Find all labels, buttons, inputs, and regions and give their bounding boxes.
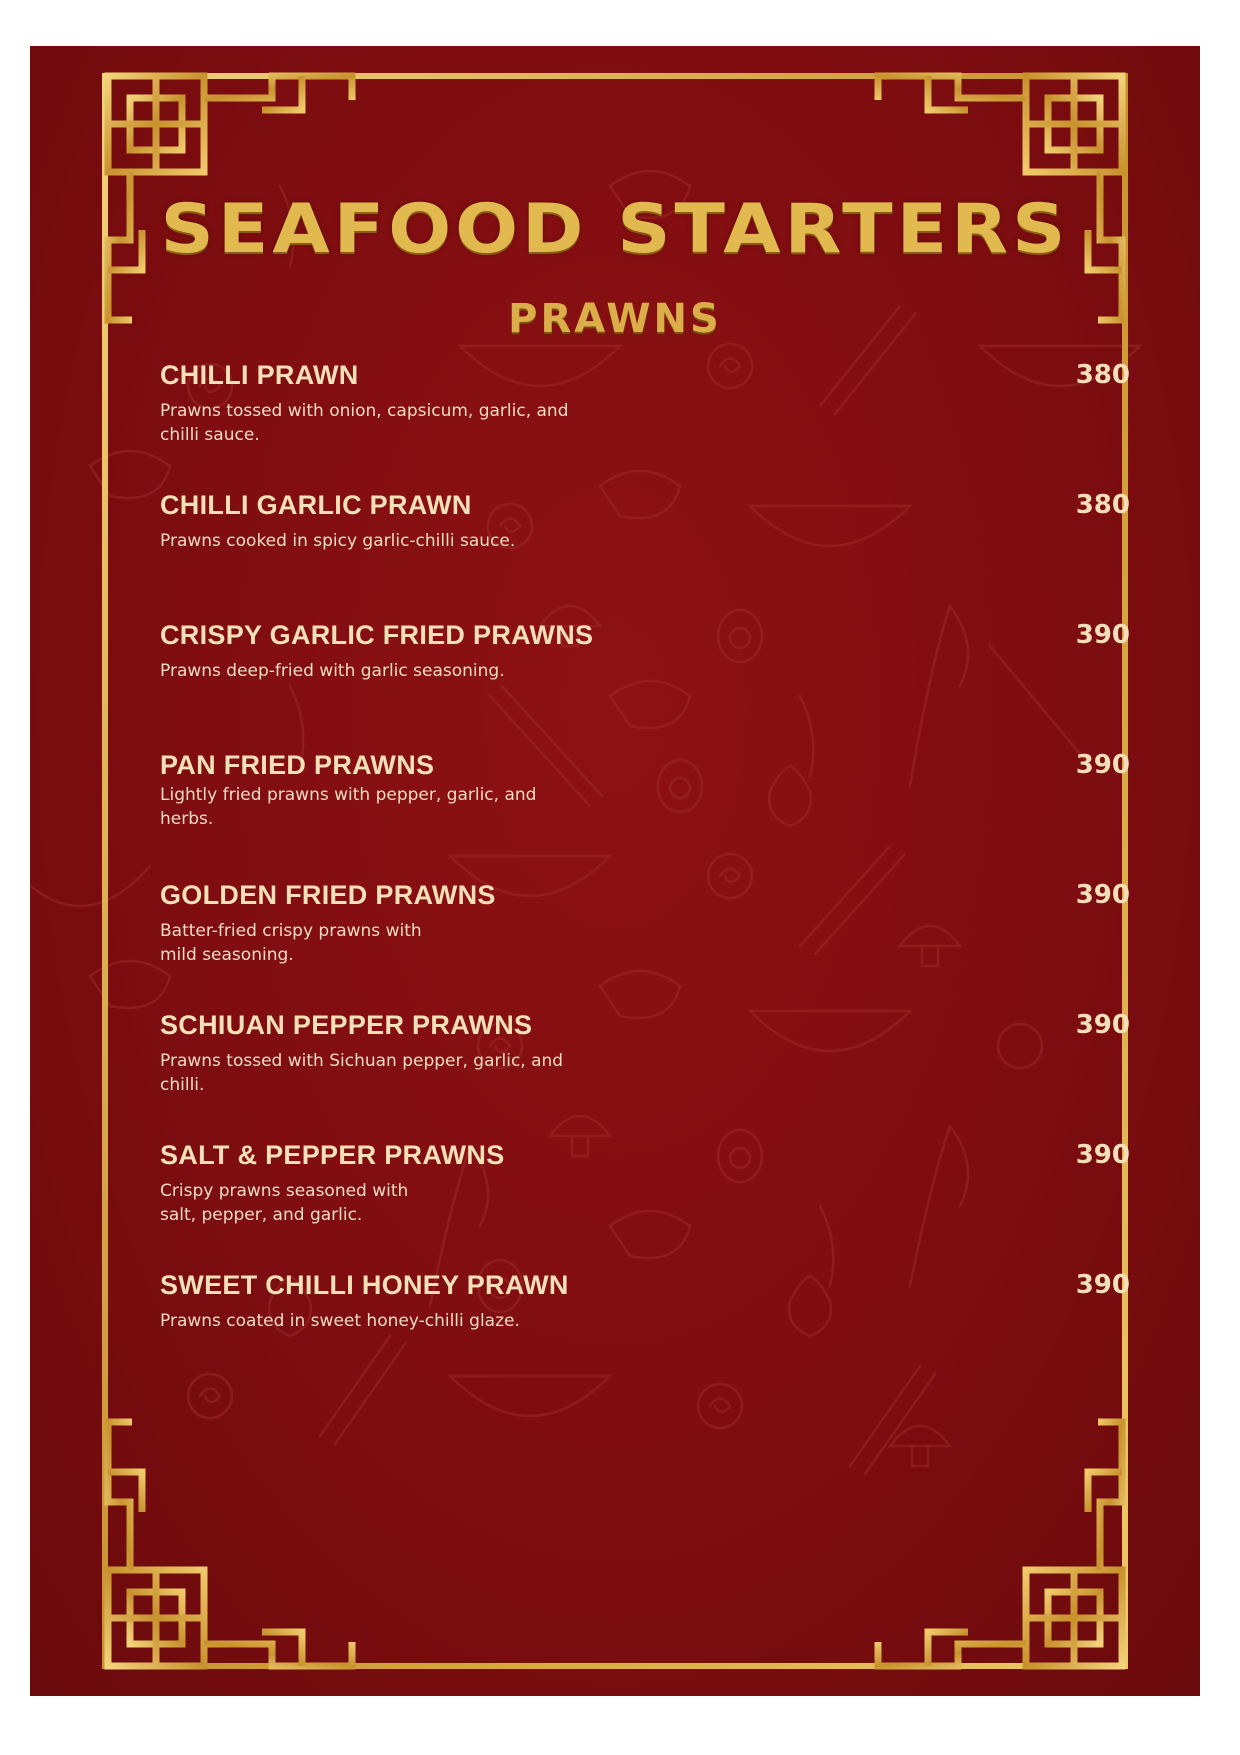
corner-ornament-bottom-left	[108, 1422, 352, 1666]
corner-ornament-bottom-right	[878, 1422, 1122, 1666]
item-price: 390	[1075, 1140, 1130, 1170]
item-name: CHILLI GARLIC PRAWN	[160, 490, 472, 520]
gold-frame	[30, 46, 1200, 1696]
menu-item	[160, 620, 1130, 683]
item-price: 380	[1075, 360, 1130, 390]
item-description: Prawns coated in sweet honey-chilli glaze.	[160, 1311, 520, 1331]
item-price: 390	[1075, 1270, 1130, 1300]
item-description: Prawns cooked in spicy garlic-chilli sauce.	[160, 531, 516, 551]
item-description: Batter-fried crispy prawns with mild seasoning.	[160, 921, 422, 965]
item-name: SWEET CHILLI HONEY PRAWN	[160, 1270, 569, 1300]
item-name: SALT & PEPPER PRAWNS	[160, 1140, 505, 1170]
item-name: CHILLI PRAWN	[160, 360, 359, 390]
menu-item	[160, 750, 1130, 831]
item-description: Prawns tossed with Sichuan pepper, garlic, and chilli.	[160, 1051, 564, 1095]
item-description: Crispy prawns seasoned with salt, pepper, and garlic.	[160, 1181, 409, 1225]
menu-subtitle: PRAWNS	[508, 296, 722, 342]
item-price: 390	[1075, 1010, 1130, 1040]
menu-title: SEAFOOD STARTERS	[160, 189, 1070, 269]
menu-item	[160, 490, 1130, 553]
item-price: 380	[1075, 490, 1130, 520]
item-name: CRISPY GARLIC FRIED PRAWNS	[160, 620, 594, 650]
menu-item	[160, 1010, 1130, 1097]
item-name: PAN FRIED PRAWNS	[160, 750, 435, 780]
menu-card	[30, 46, 1200, 1696]
menu-item	[160, 360, 1130, 447]
item-price: 390	[1075, 750, 1130, 780]
item-description: Prawns deep-fried with garlic seasoning.	[160, 661, 505, 681]
menu-item	[160, 1140, 1130, 1227]
item-price: 390	[1075, 620, 1130, 650]
item-price: 390	[1075, 880, 1130, 910]
item-name: GOLDEN FRIED PRAWNS	[160, 880, 496, 910]
item-description: Prawns tossed with onion, capsicum, garlic, and chilli sauce.	[160, 401, 569, 445]
item-name: SCHIUAN PEPPER PRAWNS	[160, 1010, 533, 1040]
item-description: Lightly fried prawns with pepper, garlic, and herbs.	[160, 785, 537, 829]
menu-item	[160, 880, 1130, 967]
menu-item	[160, 1270, 1130, 1333]
